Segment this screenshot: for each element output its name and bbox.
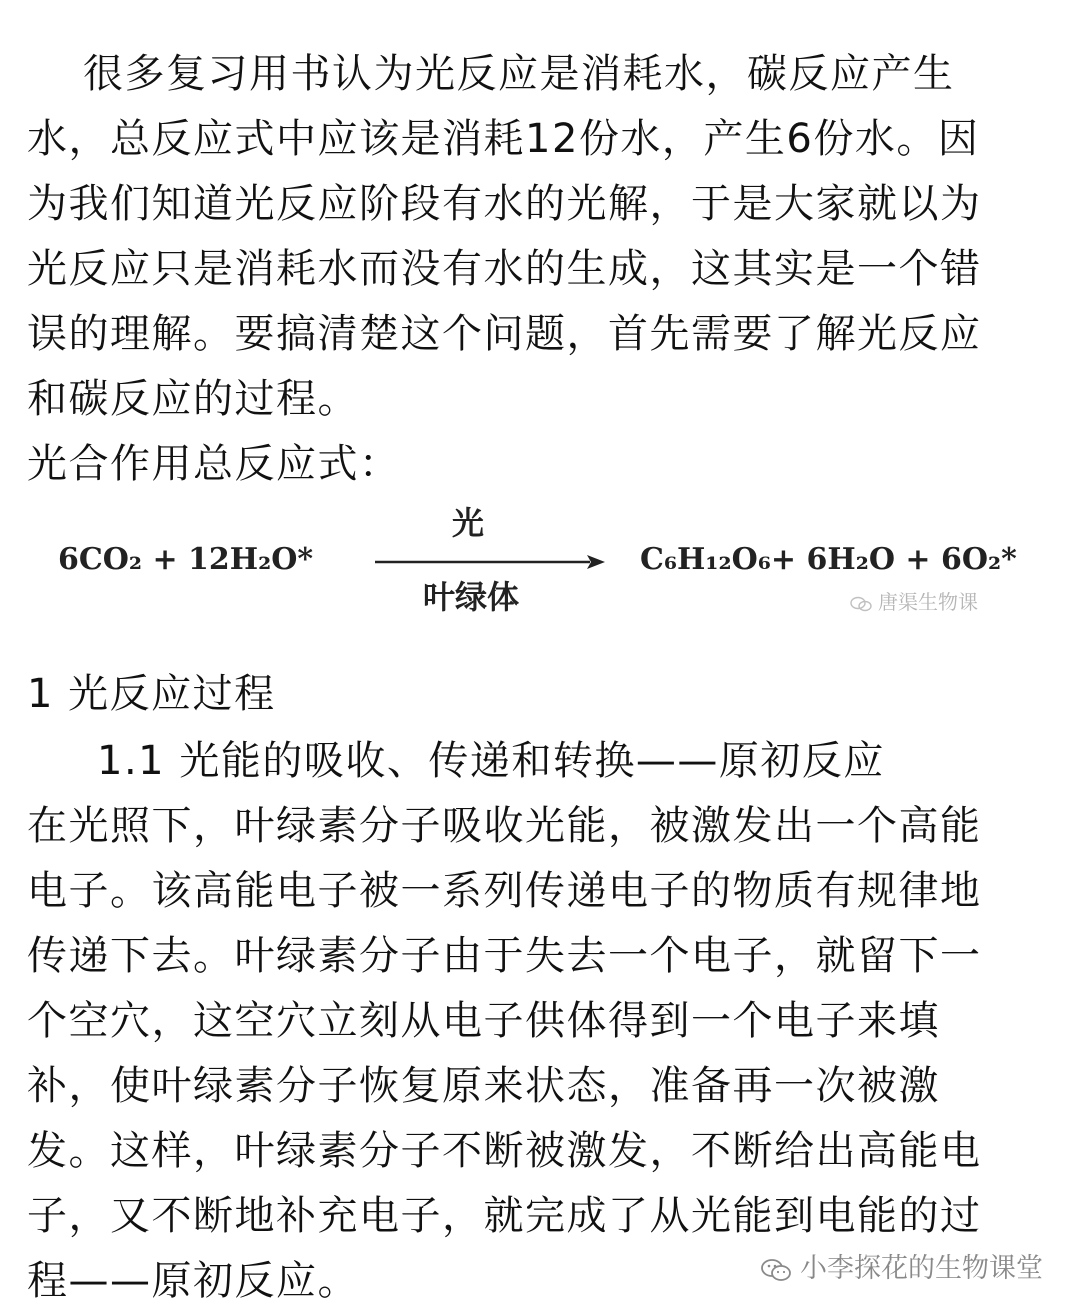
equation-condition-chloroplast: 叶绿体	[423, 578, 520, 616]
wechat-icon	[850, 596, 872, 612]
equation-watermark	[850, 586, 978, 615]
paragraph-1-line-2: 水，总反应式中应该是消耗12份水，产生6份水。因	[27, 116, 980, 162]
paragraph-1-line-5: 误的理解。要搞清楚这个问题，首先需要了解光反应	[27, 311, 982, 357]
paragraph-2-line-1: 在光照下，叶绿素分子吸收光能，被激发出一个高能	[27, 803, 982, 849]
wechat-icon	[760, 1258, 792, 1282]
paragraph-2-line-7: 子，又不断地补充电子，就完成了从光能到电能的过	[27, 1193, 982, 1239]
paragraph-2-line-3: 传递下去。叶绿素分子由于失去一个电子，就留下一	[27, 933, 982, 979]
paragraph-2-line-4: 个空穴，这空穴立刻从电子供体得到一个电子来填	[27, 998, 940, 1044]
paragraph-1-line-3: 为我们知道光反应阶段有水的光解，于是大家就以为	[27, 181, 982, 227]
equation-condition-light: 光	[452, 504, 485, 542]
watermark	[760, 1246, 1043, 1285]
watermark-text: 小李探花的生物课堂	[800, 1253, 1043, 1284]
paragraph-2-line-5: 补，使叶绿素分子恢复原来状态，准备再一次被激	[27, 1063, 940, 1109]
paragraph-2-line-2: 电子。该高能电子被一系列传递电子的物质有规律地	[27, 868, 982, 914]
equation-products: C₆H₁₂O₆+ 6H₂O + 6O₂*	[640, 542, 1017, 577]
photosynthesis-equation	[0, 490, 1080, 630]
equation-watermark-text: 唐渠生物课	[878, 590, 978, 614]
section-heading: 1 光反应过程	[27, 671, 276, 717]
paragraph-1-line-1: 很多复习用书认为光反应是消耗水，碳反应产生	[83, 51, 955, 97]
paragraph-2-line-8: 程——原初反应。	[27, 1258, 359, 1304]
paragraph-1-line-6: 和碳反应的过程。	[27, 376, 359, 422]
subsection-heading: 1.1 光能的吸收、传递和转换——原初反应	[97, 738, 885, 784]
equation-label: 光合作用总反应式：	[27, 441, 401, 487]
paragraph-1-line-4: 光反应只是消耗水而没有水的生成，这其实是一个错	[27, 246, 982, 292]
equation-reactants: 6CO₂ + 12H₂O*	[58, 542, 314, 577]
paragraph-2-line-6: 发。这样，叶绿素分子不断被激发，不断给出高能电	[27, 1128, 982, 1174]
reaction-arrow-icon	[375, 552, 605, 572]
